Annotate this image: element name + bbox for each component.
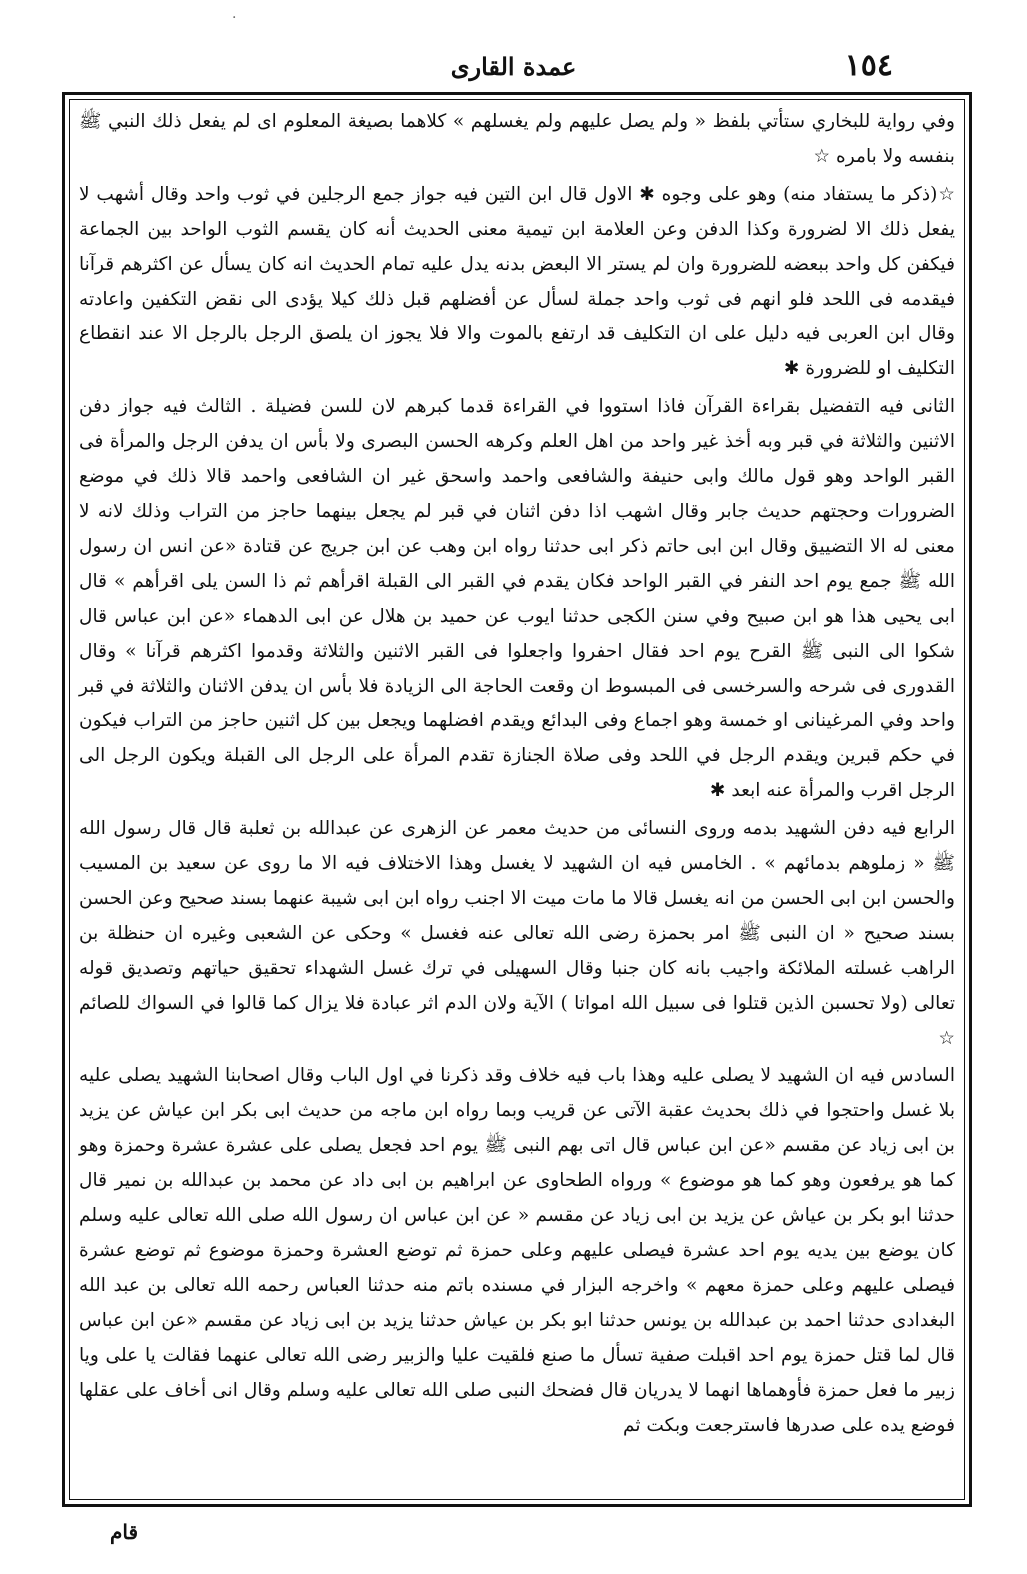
catchword: قام xyxy=(110,1520,139,1544)
page-header xyxy=(60,48,967,88)
paragraph-2: ☆(ذكر ما يستفاد منه) وهو على وجوه ✱ الاول قال ابن التين فيه جواز جمع الرجلين في ثوب واحد وقال أشهب لا يفعل ذلك الا لضرورة وكذا الدفن وعن العلامة ابن تيمية معنى الحديث أنه كان يقسم الثوب الواحد بين الجماعة فيكفن كل واحد ببعضه للضرورة وان لم يستر الا البعض بدنه يدل عليه تمام الحديث انه كان يسأل عن اكثرهم قرآنا فيقدمه فى اللحد فلو انهم فى ثوب واحد جملة لسأل عن أفضلهم قبل ذلك كيلا يؤدى الى نقض التكفين واعادته وقال ابن العربى فيه دليل على ان التكليف قد ارتفع بالموت والا فلا يجوز ان يلصق الرجل بالرجل الا عند انقطاع التكليف او للضرورة ✱ xyxy=(79,183,955,380)
paragraph-4: الرابع فيه دفن الشهيد بدمه وروى النسائى من حديث معمر عن الزهرى عن عبدالله بن ثعلبة قال قال رسول الله ﷺ « زملوهم بدمائهم » . الخامس فيه ان الشهيد لا يغسل وهذا الاختلاف فيه الا ما روى عن سعيد بن المسيب والحسن ابن ابى الحسن من انه يغسل قالا ما مات ميت الا اجنب رواه ابن ابى شيبة عنهما بسند صحيح وعن الحسن بسند صحيح « ان النبى ﷺ امر بحمزة رضى الله تعالى عنه فغسل » وحكى عن الشعبى وغيره ان حنظلة بن الراهب غسلته الملائكة واجيب بانه كان جنبا وقال السهيلى في ترك غسل الشهداء تحقيق حياتهم وتصديق قوله تعالى (ولا تحسبن الذين قتلوا فى سبيل الله امواتا ) الآية ولان الدم اثر عبادة فلا يزال كما قالوا في السواك للصائم ☆ xyxy=(79,818,955,1049)
page-number: ١٥٤ xyxy=(844,48,893,83)
paragraph-1: وفي رواية للبخاري ستأتي بلفظ « ولم يصل عليهم ولم يغسلهم » كلاهما بصيغة المعلوم اى لم يفعل ذلك النبي ﷺ بنفسه ولا بامره ☆ xyxy=(79,111,955,167)
margin-speck: · xyxy=(232,10,237,26)
running-title: عمدة القارى xyxy=(450,52,577,81)
text-body xyxy=(79,105,955,1496)
text-frame xyxy=(62,92,972,1507)
paragraph-5: السادس فيه ان الشهيد لا يصلى عليه وهذا باب فيه خلاف وقد ذكرنا في اول الباب وقال اصحابنا الشهيد يصلى عليه بلا غسل واحتجوا في ذلك بحديث عقبة الآتى عن قريب وبما رواه ابن ماجه من حديث ابى بكر ابن عياش عن يزيد بن ابى زياد عن مقسم «عن ابن عباس قال اتى بهم النبى ﷺ يوم احد فجعل يصلى على عشرة عشرة وحمزة وهو كما هو يرفعون وهو كما هو موضوع » ورواه الطحاوى عن ابراهيم بن ابى داد عن محمد بن عبدالله بن نمير قال حدثنا ابو بكر بن عياش عن يزيد بن ابى زياد عن مقسم « عن ابن عباس ان رسول الله صلى الله تعالى عليه وسلم كان يوضع بين يديه يوم احد عشرة فيصلى عليهم وعلى حمزة ثم توضع العشرة وحمزة موضوع ثم توضع عشرة فيصلى عليهم وعلى حمزة معهم » واخرجه البزار في مسنده باتم منه حدثنا العباس رحمه الله تعالى بن عبد الله البغدادى حدثنا احمد بن عبدالله بن يونس حدثنا ابو بكر بن عياش حدثنا يزيد بن ابى زياد عن مقسم «عن ابن عباس قال لما قتل حمزة يوم احد اقبلت صفية تسأل ما صنع فلقيت عليا والزبير رضى الله تعالى عنهما فقالت يا على ويا زبير ما فعل حمزة فأوهماها انهما لا يدريان قال فضحك النبى صلى الله تعالى عليه وسلم وقال انى أخاف على عقلها فوضع يده على صدرها فاسترجعت وبكت ثم xyxy=(79,1065,955,1436)
paragraph-3: الثانى فيه التفضيل بقراءة القرآن فاذا استووا في القراءة قدما كبرهم لان للسن فضيلة . الثالث فيه جواز دفن الاثنين والثلاثة في قبر وبه أخذ غير واحد من اهل العلم وكرهه الحسن البصرى ولا بأس ان يدفن الرجل والمرأة فى القبر الواحد وهو قول مالك وابى حنيفة والشافعى واحمد واسحق غير ان الشافعى واحمد قالا ذلك في موضع الضرورات وحجتهم حديث جابر وقال اشهب اذا دفن اثنان في قبر لم يجعل بينهما حاجز من التراب وذلك لانه لا معنى له الا التضييق وقال ابن ابى حاتم ذكر ابى حدثنا رواه ابن وهب عن ابن جريج عن قتادة «عن انس ان رسول الله ﷺ جمع يوم احد النفر في القبر الواحد فكان يقدم في القبر الى القبلة اقرأهم ثم ذا السن يلى اقرأهم » قال ابى يحيى هذا هو ابن صبيح وفي سنن الكجى حدثنا ايوب عن حميد بن هلال عن ابى الدهماء «عن ابن عباس قال شكوا الى النبى ﷺ القرح يوم احد فقال احفروا واجعلوا فى القبر الاثنين والثلاثة وقدموا اكثرهم قرآنا » وقال القدورى فى شرحه والسرخسى فى المبسوط ان وقعت الحاجة الى الزيادة فلا بأس ان يدفن الاثنان والثلاثة في قبر واحد وفي المرغينانى او خمسة وهو اجماع وفى البدائع ويقدم افضلهما ويجعل بين كل اثنين حاجز من التراب فيكون في حكم قبرين ويقدم الرجل في اللحد وفى صلاة الجنازة تقدم المرأة على الرجل الى القبلة ويكون الرجل الى الرجل اقرب والمرأة عنه ابعد ✱ xyxy=(79,396,955,802)
